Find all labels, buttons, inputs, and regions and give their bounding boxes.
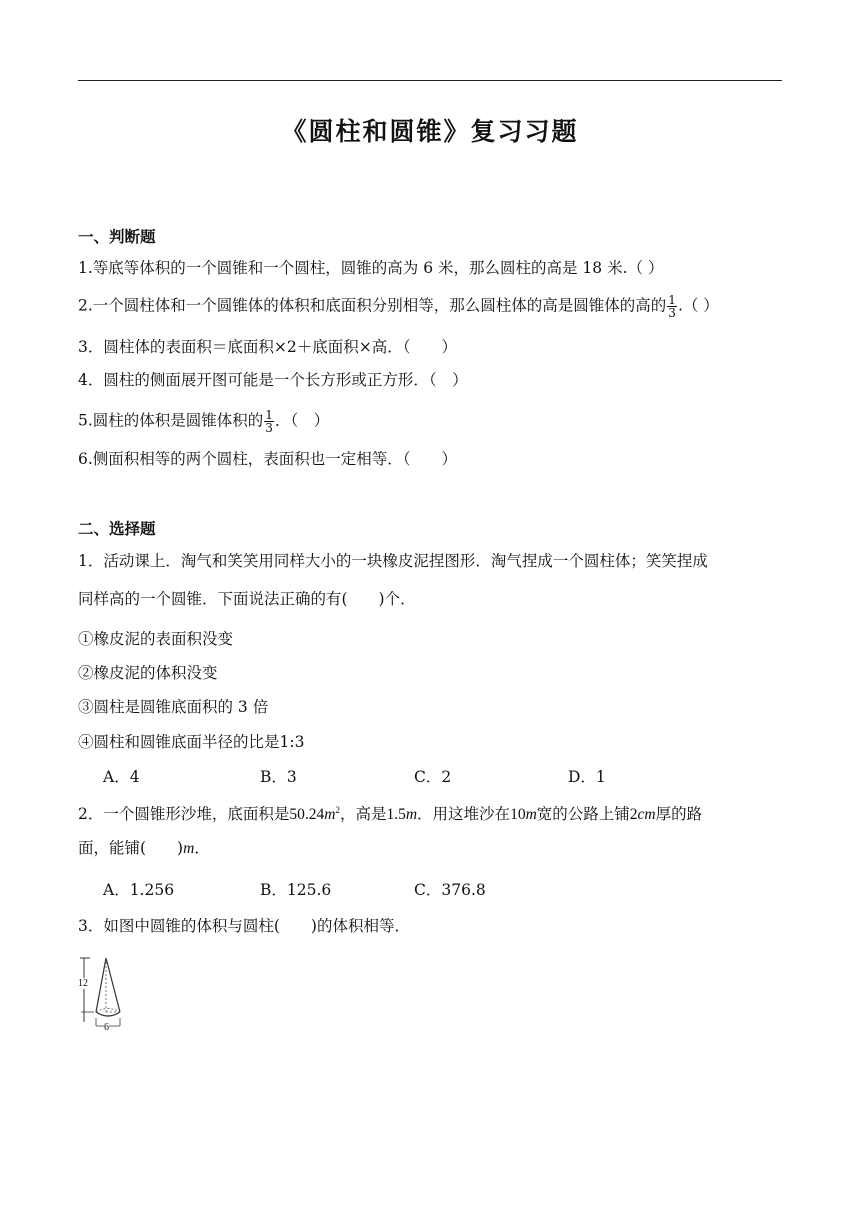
- section-heading-choice: 二、选择题: [78, 519, 156, 538]
- choice-q2-option-c: C．376.8: [414, 881, 486, 899]
- judgement-item-6: 6.侧面积相等的两个圆柱，表面积也一定相等．（ ）: [78, 450, 458, 468]
- choice-q1-line1: 1．活动课上．淘气和笑笑用同样大小的一块橡皮泥捏图形．淘气捏成一个圆柱体；笑笑捏成: [78, 552, 708, 570]
- choice-q1-statement-2: ②橡皮泥的体积没变: [78, 664, 218, 682]
- choice-q2-line1: 2．一个圆锥形沙堆，底面积是$50.24m^2$，高是1.5m．用这堆沙在10m宽的公路上铺2cm厚的路: [78, 805, 703, 824]
- judgement-item-2-end: .（ ）: [677, 296, 719, 315]
- choice-q1-line2: 同样高的一个圆锥．下面说法正确的有( )个．: [78, 590, 416, 608]
- judgement-item-3: 3．圆柱体的表面积＝底面积×2＋底面积×高．（ ）: [78, 338, 457, 356]
- cone-figure: [78, 952, 134, 1032]
- judgement-item-2: [78, 294, 719, 319]
- judgement-item-2-text: 2.一个圆柱体和一个圆锥体的体积和底面积分别相等，那么圆柱体的高是圆锥体的高的: [78, 296, 667, 315]
- judgement-item-5-end: ．（ ）: [274, 411, 330, 430]
- judgement-item-5: [78, 409, 329, 434]
- choice-q1-statement-4: ④圆柱和圆锥底面半径的比是1:3: [78, 733, 305, 751]
- judgement-item-1: 1.等底等体积的一个圆锥和一个圆柱，圆锥的高为 6 米，那么圆柱的高是 18 米.（ ）: [78, 259, 664, 277]
- page-title: 《圆柱和圆锥》复习习题: [281, 117, 579, 146]
- cone-diagram: [78, 952, 134, 1032]
- section-heading-judgement: 一、判断题: [78, 227, 156, 246]
- choice-q1-option-b: B．3: [260, 768, 297, 786]
- header-rule: [78, 80, 782, 81]
- choice-q2-option-a: A．1.256: [103, 881, 175, 899]
- judgement-item-5-text: 5.圆柱的体积是圆锥体积的: [78, 411, 264, 430]
- cone-base-label: 6: [104, 1022, 109, 1033]
- choice-q1-statement-1: ①橡皮泥的表面积没变: [78, 630, 234, 648]
- choice-q1-option-d: D．1: [568, 768, 606, 786]
- judgement-item-4: 4．圆柱的侧面展开图可能是一个长方形或正方形．（ ）: [78, 371, 468, 389]
- choice-q2-line2: 面，能铺( )m．: [78, 839, 210, 857]
- choice-q1-option-c: C．2: [414, 768, 452, 786]
- choice-q2-option-b: B．125.6: [260, 881, 332, 899]
- choice-q3-text: 3．如图中圆锥的体积与圆柱( )的体积相等．: [78, 917, 410, 935]
- cone-height-label: 12: [78, 978, 88, 989]
- fraction-one-third: $\frac{1}{3}$: [265, 408, 273, 435]
- choice-q1-option-a: A．4: [103, 768, 140, 786]
- fraction-one-third: $\frac{1}{3}$: [668, 293, 676, 320]
- choice-q1-statement-3: ③圆柱是圆锥底面积的 3 倍: [78, 698, 269, 716]
